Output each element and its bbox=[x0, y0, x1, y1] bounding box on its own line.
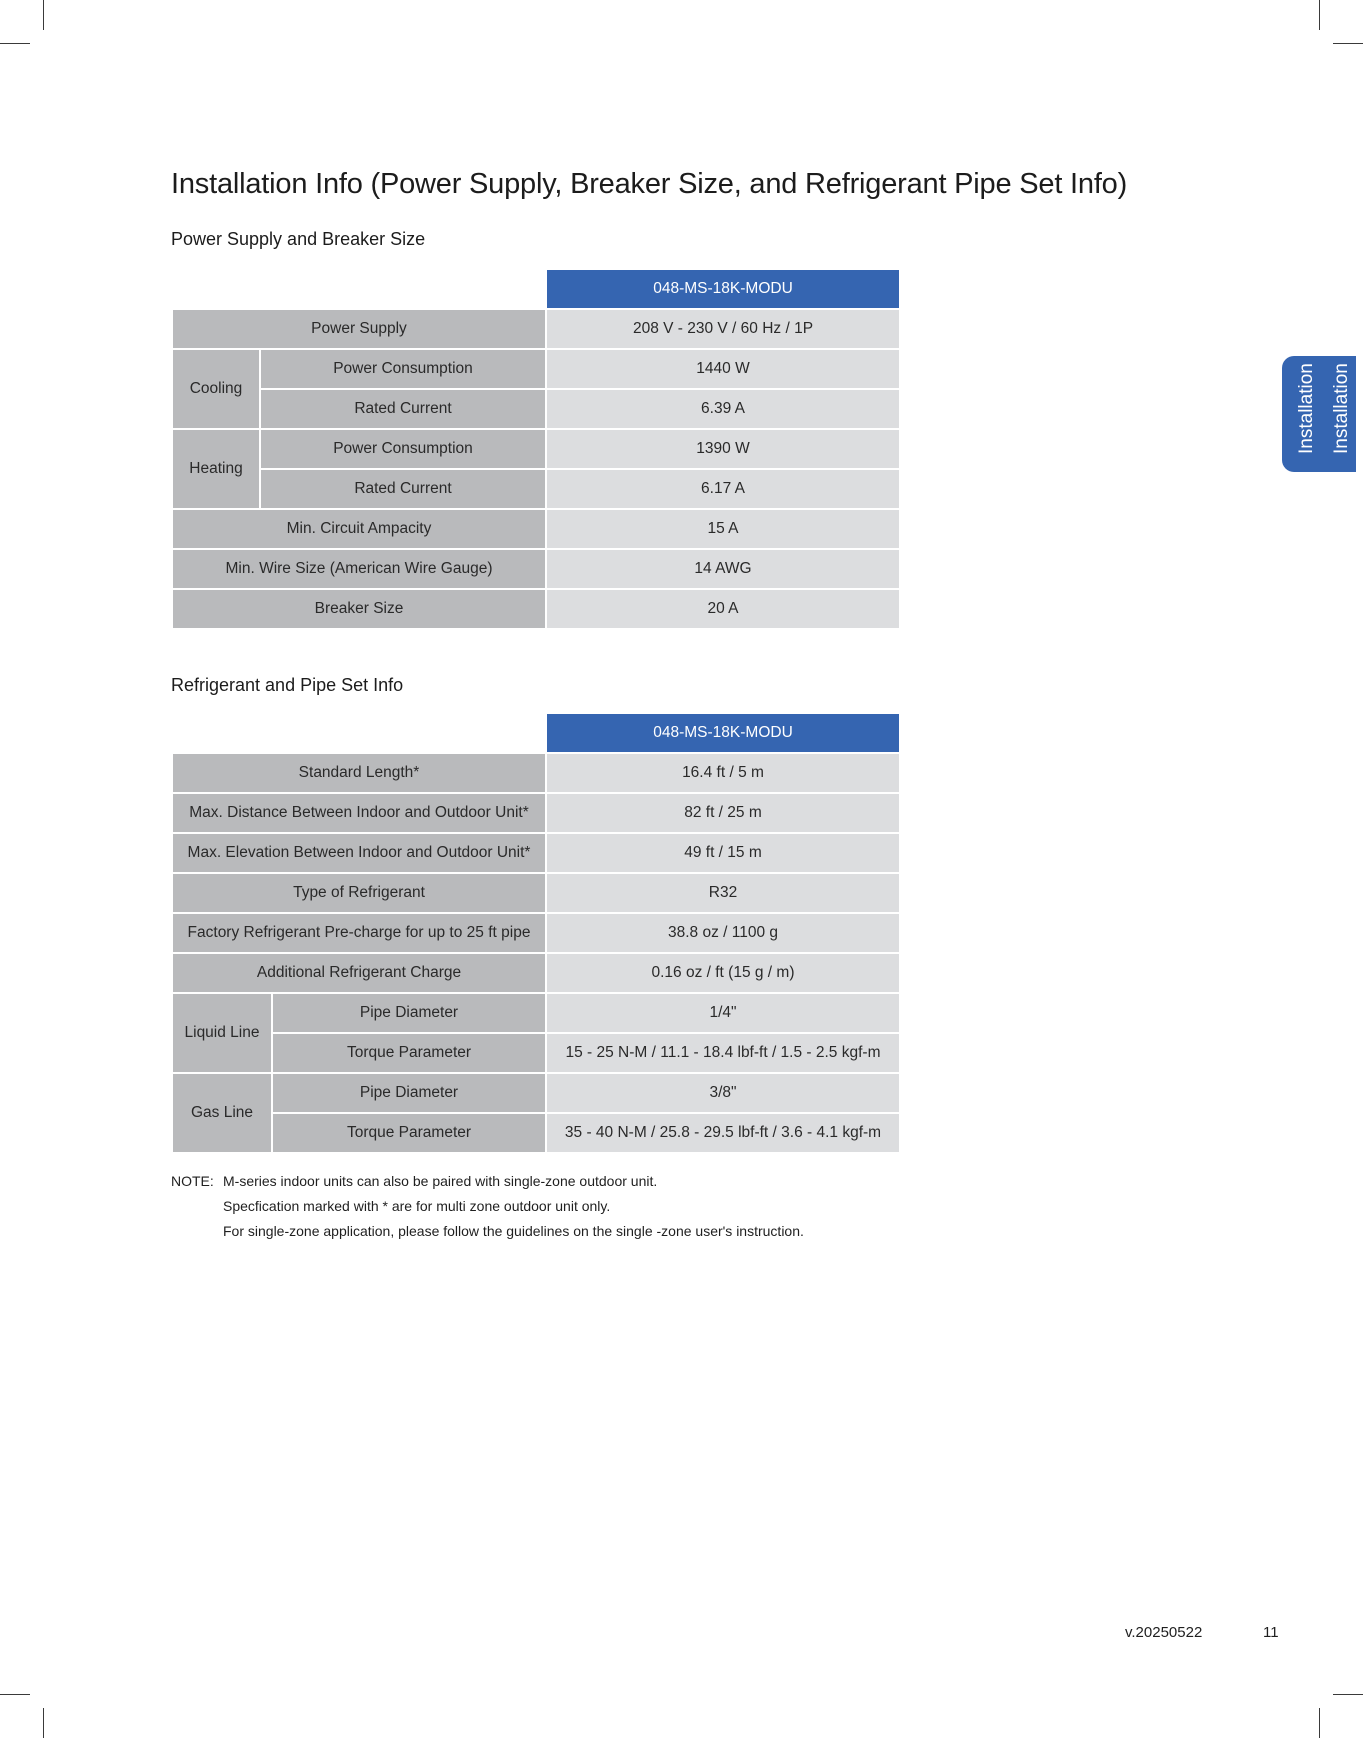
power-supply-label: Power Supply bbox=[173, 310, 545, 348]
min-circuit-ampacity-value: 15 A bbox=[547, 510, 899, 548]
power-supply-value: 208 V - 230 V / 60 Hz / 1P bbox=[547, 310, 899, 348]
gas-torque-value: 35 - 40 N-M / 25.8 - 29.5 lbf-ft / 3.6 - 4.1 kgf-m bbox=[547, 1114, 899, 1152]
table-row bbox=[173, 994, 899, 1032]
model-header: 048-MS-18K-MODU bbox=[547, 714, 899, 752]
standard-length-label: Standard Length* bbox=[173, 754, 545, 792]
cooling-rated-current-label: Rated Current bbox=[261, 390, 545, 428]
page-title: Installation Info (Power Supply, Breaker Size, and Refrigerant Pipe Set Info) bbox=[171, 168, 1128, 200]
max-distance-value: 82 ft / 25 m bbox=[547, 794, 899, 832]
crop-mark bbox=[0, 1694, 30, 1695]
power-section-heading: Power Supply and Breaker Size bbox=[171, 229, 426, 249]
table-row bbox=[173, 350, 899, 388]
additional-charge-value: 0.16 oz / ft (15 g / m) bbox=[547, 954, 899, 992]
table-row bbox=[173, 310, 899, 348]
cooling-power-consumption-label: Power Consumption bbox=[261, 350, 545, 388]
gas-pipe-diameter-value: 3/8" bbox=[547, 1074, 899, 1112]
crop-mark bbox=[1333, 43, 1363, 44]
refrigerant-type-value: R32 bbox=[547, 874, 899, 912]
standard-length-value: 16.4 ft / 5 m bbox=[547, 754, 899, 792]
section-tab-label: Installation bbox=[1296, 363, 1317, 454]
table-row bbox=[173, 954, 899, 992]
gas-line-label: Gas Line bbox=[173, 1074, 271, 1152]
cooling-label: Cooling bbox=[173, 350, 259, 428]
footnote bbox=[171, 1169, 804, 1244]
note-line: For single-zone application, please follow the guidelines on the single -zone user's instruction. bbox=[223, 1223, 804, 1239]
page-number: 11 bbox=[1263, 1624, 1279, 1641]
header-blank-cell bbox=[173, 714, 545, 752]
min-wire-size-label: Min. Wire Size (American Wire Gauge) bbox=[173, 550, 545, 588]
table-row bbox=[173, 794, 899, 832]
table-row bbox=[173, 510, 899, 548]
heating-rated-current-label: Rated Current bbox=[261, 470, 545, 508]
section-tab bbox=[1282, 356, 1356, 472]
max-distance-label: Max. Distance Between Indoor and Outdoor Unit* bbox=[173, 794, 545, 832]
max-elevation-value: 49 ft / 15 m bbox=[547, 834, 899, 872]
table-row bbox=[173, 390, 899, 428]
crop-mark bbox=[1333, 1694, 1363, 1695]
table-row bbox=[173, 1114, 899, 1152]
crop-mark bbox=[0, 43, 30, 44]
heating-power-consumption-value: 1390 W bbox=[547, 430, 899, 468]
liquid-torque-value: 15 - 25 N-M / 11.1 - 18.4 lbf-ft / 1.5 - 2.5 kgf-m bbox=[547, 1034, 899, 1072]
refrigerant-type-label: Type of Refrigerant bbox=[173, 874, 545, 912]
note-line: M-series indoor units can also be paired with single-zone outdoor unit. bbox=[223, 1173, 658, 1189]
heating-power-consumption-label: Power Consumption bbox=[261, 430, 545, 468]
table-header-row bbox=[173, 714, 899, 752]
model-header: 048-MS-18K-MODU bbox=[547, 270, 899, 308]
table-row bbox=[173, 590, 899, 628]
min-wire-size-value: 14 AWG bbox=[547, 550, 899, 588]
heating-rated-current-value: 6.17 A bbox=[547, 470, 899, 508]
note-prefix: NOTE: bbox=[171, 1173, 214, 1189]
heating-label: Heating bbox=[173, 430, 259, 508]
refrigerant-section-heading: Refrigerant and Pipe Set Info bbox=[171, 675, 404, 695]
table-row bbox=[173, 834, 899, 872]
liquid-line-label: Liquid Line bbox=[173, 994, 271, 1072]
note-line: Specfication marked with * are for multi zone outdoor unit only. bbox=[223, 1198, 611, 1214]
cooling-power-consumption-value: 1440 W bbox=[547, 350, 899, 388]
table-row bbox=[173, 550, 899, 588]
precharge-label: Factory Refrigerant Pre-charge for up to 25 ft pipe bbox=[173, 914, 545, 952]
table-row bbox=[173, 754, 899, 792]
precharge-value: 38.8 oz / 1100 g bbox=[547, 914, 899, 952]
power-spec-table bbox=[171, 268, 901, 630]
crop-mark bbox=[43, 1708, 44, 1738]
section-tab-label: Installation bbox=[1331, 363, 1352, 454]
min-circuit-ampacity-label: Min. Circuit Ampacity bbox=[173, 510, 545, 548]
table-row bbox=[173, 914, 899, 952]
gas-pipe-diameter-label: Pipe Diameter bbox=[273, 1074, 545, 1112]
table-row bbox=[173, 470, 899, 508]
max-elevation-label: Max. Elevation Between Indoor and Outdoor Unit* bbox=[173, 834, 545, 872]
liquid-pipe-diameter-value: 1/4" bbox=[547, 994, 899, 1032]
breaker-size-value: 20 A bbox=[547, 590, 899, 628]
cooling-rated-current-value: 6.39 A bbox=[547, 390, 899, 428]
gas-torque-label: Torque Parameter bbox=[273, 1114, 545, 1152]
crop-mark bbox=[1319, 1708, 1320, 1738]
table-row bbox=[173, 874, 899, 912]
additional-charge-label: Additional Refrigerant Charge bbox=[173, 954, 545, 992]
table-row bbox=[173, 1074, 899, 1112]
crop-mark bbox=[43, 0, 44, 30]
table-row bbox=[173, 430, 899, 468]
table-header-row bbox=[173, 270, 899, 308]
document-version: v.20250522 bbox=[1125, 1624, 1203, 1641]
liquid-pipe-diameter-label: Pipe Diameter bbox=[273, 994, 545, 1032]
refrigerant-spec-table bbox=[171, 712, 901, 1154]
table-row bbox=[173, 1034, 899, 1072]
breaker-size-label: Breaker Size bbox=[173, 590, 545, 628]
crop-mark bbox=[1319, 0, 1320, 30]
liquid-torque-label: Torque Parameter bbox=[273, 1034, 545, 1072]
header-blank-cell bbox=[173, 270, 545, 308]
